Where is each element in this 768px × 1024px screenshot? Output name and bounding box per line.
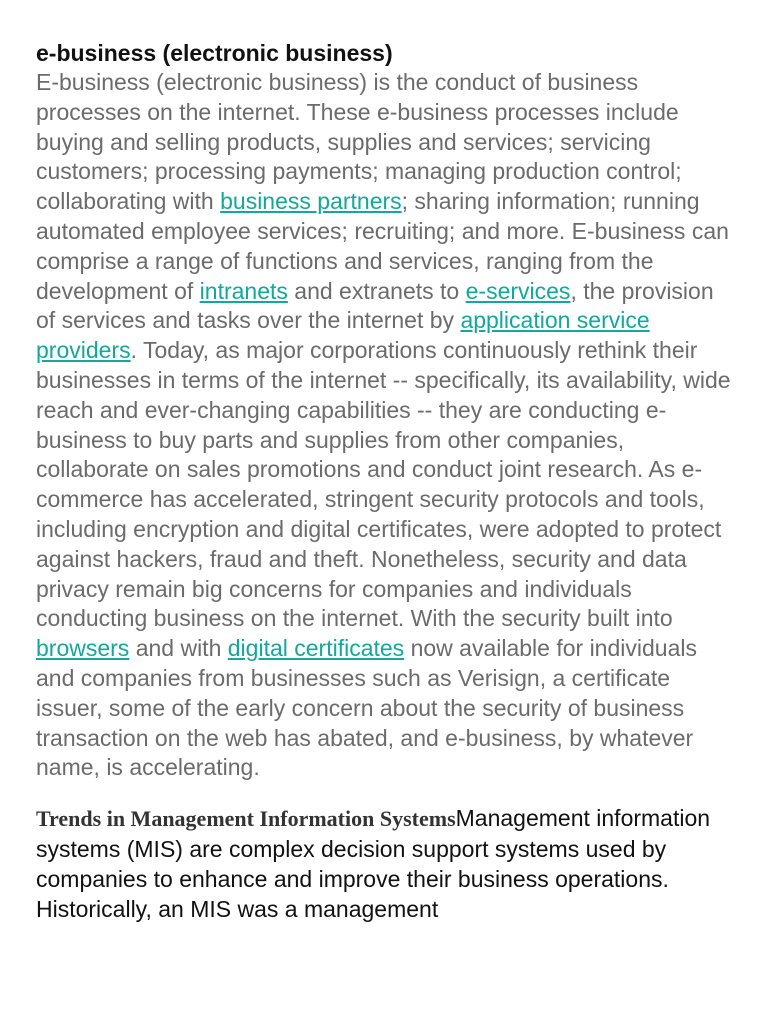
paragraph-text: now available for individuals and companies from businesses such as Verisign, a certificate issuer, some of the early concern about the security of business transaction on the web has abated, and e-business, by whatever name, is accelerating. (36, 635, 697, 781)
link-browsers[interactable]: browsers (36, 635, 130, 662)
mis-section-text: Management information systems (MIS) are complex decision support systems used by companies to enhance and improve their business operations. Historically, an MIS was a management (36, 805, 711, 923)
section-heading: e-business (electronic business) (36, 40, 393, 66)
paragraph-text: . Today, as major corporations continuously rethink their businesses in terms of the internet -- specifically, its availability, wide reach and ever-changing capabilities -- they are conducting e-business to buy parts and supplies from other companies, collaborate on sales promotions and conduct joint research. As e-commerce has accelerated, stringent security protocols and tools, including encryption and digital certificates, were adopted to protect against hackers, fraud and theft. Nonetheless, security and data privacy remain big concerns for companies and individuals conducting business on the internet. With the security built into (36, 337, 731, 632)
paragraph-text: and with (129, 635, 228, 662)
paragraph-text: and extranets to (287, 277, 466, 304)
section-paragraph (36, 68, 736, 783)
link-intranets[interactable]: intranets (199, 277, 288, 304)
mis-section (36, 803, 736, 924)
mis-section-title: Trends in Management Information Systems (36, 806, 456, 832)
link-business-partners[interactable]: business partners (220, 188, 402, 215)
link-e-services[interactable]: e-services (465, 277, 571, 304)
document-page (36, 38, 736, 924)
paragraph-text: ; sharing information; running automated employee services; recruiting; and more. E-business can comprise a range of functions and services, ranging from the development of (36, 188, 729, 304)
link-application-service-providers[interactable]: application service providers (36, 307, 650, 364)
paragraph-text: E-business (electronic business) is the conduct of business processes on the internet. These e-business processes include buying and selling products, supplies and services; servicing customers; processing payments; managing production control; collaborating with (36, 69, 682, 215)
paragraph-text: , the provision of services and tasks over the internet by (36, 277, 714, 334)
link-digital-certificates[interactable]: digital certificates (227, 635, 405, 662)
